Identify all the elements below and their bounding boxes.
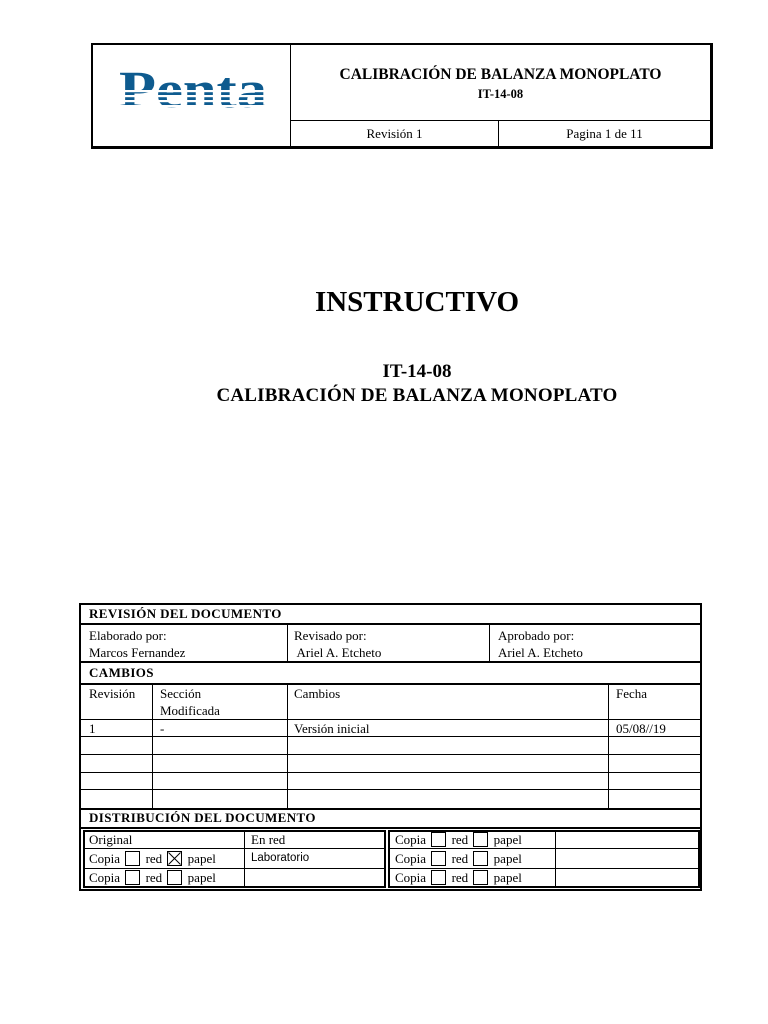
red-checkbox[interactable] — [125, 870, 140, 885]
aprobado-label: Aprobado por: — [498, 628, 575, 643]
header-page-number: Pagina 1 de 11 — [566, 126, 643, 141]
section-revision-title: REVISIÓN DEL DOCUMENTO — [89, 606, 282, 621]
papel-checkbox-checked[interactable] — [167, 851, 182, 866]
col-header-seccion: Sección — [160, 686, 202, 701]
col-header-revision: Revisión — [89, 686, 136, 701]
header-revision: Revisión 1 — [291, 121, 499, 146]
laboratorio-label: Laboratorio — [251, 852, 310, 864]
section-cambios-title: CAMBIOS — [89, 665, 154, 680]
distribution-copy-row: Copia red papel — [89, 851, 216, 866]
section-distribucion-title: DISTRIBUCIÓN DEL DOCUMENTO — [89, 810, 316, 825]
red-checkbox[interactable] — [431, 870, 446, 885]
revisado-value: Ariel A. Etcheto — [294, 645, 382, 660]
distribution-copy-row: Copia red papel — [89, 870, 216, 885]
row-cambios: Versión inicial — [294, 721, 370, 736]
document-header — [91, 43, 713, 149]
col-header-modificada: Modificada — [160, 703, 220, 718]
papel-checkbox[interactable] — [473, 832, 488, 847]
document-code: IT-14-08 — [382, 361, 452, 382]
red-checkbox[interactable] — [431, 851, 446, 866]
row-fecha: 05/08//19 — [616, 721, 666, 736]
col-header-cambios: Cambios — [294, 686, 341, 701]
main-title: INSTRUCTIVO — [314, 286, 520, 318]
papel-checkbox[interactable] — [473, 870, 488, 885]
revisado-label: Revisado por: — [294, 628, 367, 643]
en-red-label: En red — [251, 832, 286, 847]
logo-cell — [93, 45, 291, 146]
papel-checkbox[interactable] — [167, 870, 182, 885]
header-title: CALIBRACIÓN DE BALANZA MONOPLATO — [339, 66, 662, 83]
header-code: IT-14-08 — [477, 87, 524, 101]
distribution-copy-row: Copia red papel — [395, 870, 522, 885]
col-header-fecha: Fecha — [616, 686, 648, 701]
elaborado-label: Elaborado por: — [89, 628, 167, 643]
original-label: Original — [89, 832, 133, 847]
row-seccion: - — [160, 721, 165, 736]
header-title-cell — [291, 45, 710, 121]
revision-table — [79, 603, 702, 891]
papel-checkbox[interactable] — [473, 851, 488, 866]
distribution-copy-row: Copia red papel — [395, 851, 522, 866]
document-subtitle: CALIBRACIÓN DE BALANZA MONOPLATO — [216, 385, 618, 406]
elaborado-value: Marcos Fernandez — [89, 645, 186, 660]
distribution-copy-row: Copia red papel — [395, 832, 522, 847]
red-checkbox[interactable] — [125, 851, 140, 866]
red-checkbox[interactable] — [431, 832, 446, 847]
penta-logo — [117, 63, 269, 115]
aprobado-value: Ariel A. Etcheto — [498, 645, 583, 660]
row-revision: 1 — [89, 721, 96, 736]
